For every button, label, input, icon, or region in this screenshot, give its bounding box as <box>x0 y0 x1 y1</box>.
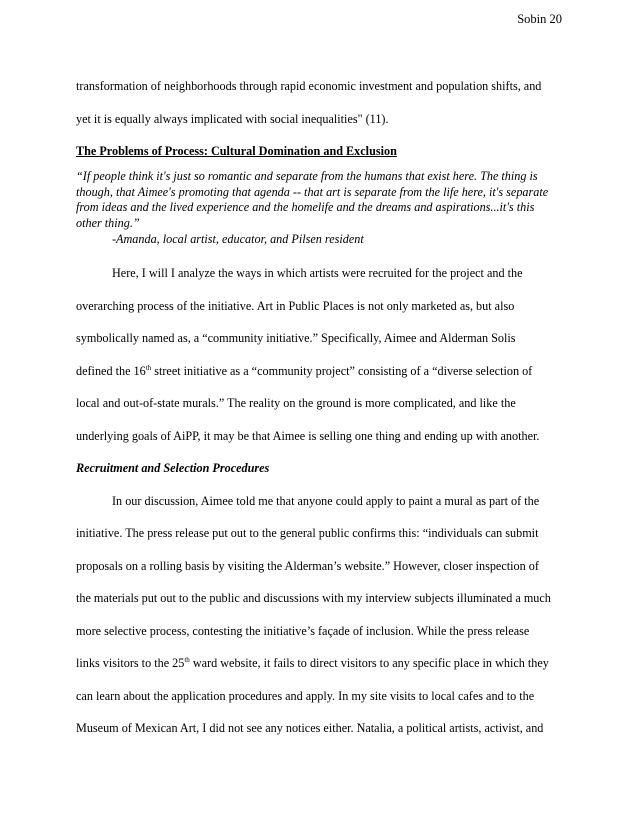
text-segment: links visitors to the 25 <box>76 656 185 670</box>
text-line: symbolically named as, a “community initiative.” Specifically, Aimee and Alderman Solis <box>76 331 516 345</box>
text-line: local and out-of-state murals.” The reality on the ground is more complicated, and like the <box>76 396 516 410</box>
text-line <box>76 647 566 680</box>
quote-attribution: -Amanda, local artist, educator, and Pilsen resident <box>112 232 364 246</box>
text-line: initiative. The press release put out to the general public confirms this: “individuals can submit <box>76 526 539 540</box>
text-segment: defined the 16 <box>76 363 146 378</box>
section-heading-process: The Problems of Process: Cultural Domination and Exclusion <box>76 144 397 158</box>
text-line: overarching process of the initiative. Art in Public Places is not only marketed as, but also <box>76 298 515 313</box>
text-line: transformation of neighborhoods through rapid economic investment and population shifts, and <box>76 79 542 93</box>
text-line: can learn about the application procedures and apply. In my site visits to local cafes and to the <box>76 688 535 703</box>
text-line: yet it is equally always implicated with social inequalities" (11). <box>76 111 389 126</box>
quote-line: though, that Aimee's promoting that agenda -- that art is separate from the life here, it's separate <box>76 184 549 199</box>
text-line: underlying goals of AiPP, it may be that Aimee is selling one thing and ending up with another. <box>76 428 540 443</box>
document-body <box>76 70 566 745</box>
text-line: proposals on a rolling basis by visiting the Alderman’s website.” However, closer inspection of <box>76 558 539 573</box>
superscript: th <box>145 363 152 372</box>
text-line: more selective process, contesting the initiative’s façade of inclusion. While the press release <box>76 623 530 638</box>
text-line <box>76 355 566 388</box>
quote-line: “If people think it's just so romantic and separate from the humans that exist here. The thing is <box>76 169 538 183</box>
quote-line: other thing.” <box>76 215 140 230</box>
section-heading-recruitment: Recruitment and Selection Procedures <box>76 461 270 475</box>
text-line: In our discussion, Aimee told me that anyone could apply to paint a mural as part of the <box>112 493 540 508</box>
text-line: Here, I will I analyze the ways in which artists were recruited for the project and the <box>112 266 523 280</box>
text-line: the materials put out to the public and discussions with my interview subjects illuminated a much <box>76 591 551 605</box>
quote-line: from ideas and the lived experience and the homelife and the dreams and aspirations...it's this <box>76 200 535 214</box>
text-line: Museum of Mexican Art, I did not see any notices either. Natalia, a political artists, activist, and <box>76 721 544 735</box>
running-head: Sobin 20 <box>517 12 562 26</box>
block-quote <box>76 169 566 231</box>
text-segment: ward website, it fails to direct visitors to any specific place in which they <box>189 656 549 670</box>
text-segment: street initiative as a “community project” consisting of a “diverse selection of <box>151 363 533 378</box>
superscript: th <box>184 655 190 664</box>
